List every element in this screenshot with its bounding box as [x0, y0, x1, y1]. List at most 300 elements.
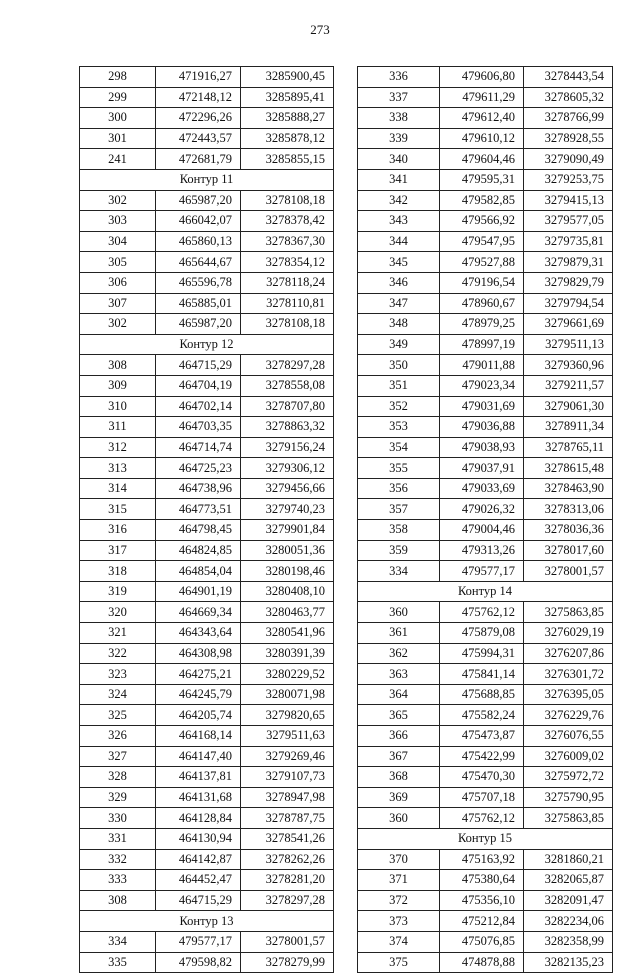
- table-row: [80, 643, 334, 664]
- point-number-cell: 314: [80, 478, 156, 499]
- point-number-cell: 342: [358, 190, 440, 211]
- point-number-cell: 360: [358, 602, 440, 623]
- table-row: [358, 952, 613, 973]
- point-number-cell: 364: [358, 684, 440, 705]
- table-row: [358, 396, 613, 417]
- table-row: [358, 149, 613, 170]
- y-coordinate-cell: 3278863,32: [241, 417, 334, 438]
- x-coordinate-cell: 479031,69: [440, 396, 524, 417]
- y-coordinate-cell: 3276301,72: [524, 664, 613, 685]
- y-coordinate-cell: 3280391,39: [241, 643, 334, 664]
- point-number-cell: 329: [80, 787, 156, 808]
- y-coordinate-cell: 3285895,41: [241, 87, 334, 108]
- x-coordinate-cell: 472148,12: [156, 87, 241, 108]
- point-number-cell: 309: [80, 375, 156, 396]
- point-number-cell: 333: [80, 870, 156, 891]
- point-number-cell: 307: [80, 293, 156, 314]
- y-coordinate-cell: 3282065,87: [524, 870, 613, 891]
- contour-label: Контур 13: [80, 911, 334, 932]
- point-number-cell: 346: [358, 272, 440, 293]
- table-row: [80, 355, 334, 376]
- y-coordinate-cell: 3278615,48: [524, 458, 613, 479]
- y-coordinate-cell: 3279901,84: [241, 520, 334, 541]
- point-number-cell: 367: [358, 746, 440, 767]
- x-coordinate-cell: 479313,26: [440, 540, 524, 561]
- x-coordinate-cell: 479547,95: [440, 231, 524, 252]
- contour-header-row: [80, 334, 334, 355]
- point-number-cell: 310: [80, 396, 156, 417]
- point-number-cell: 241: [80, 149, 156, 170]
- y-coordinate-cell: 3279415,13: [524, 190, 613, 211]
- contour-label: Контур 12: [80, 334, 334, 355]
- y-coordinate-cell: 3278001,57: [524, 561, 613, 582]
- y-coordinate-cell: 3278001,57: [241, 931, 334, 952]
- x-coordinate-cell: 464275,21: [156, 664, 241, 685]
- point-number-cell: 369: [358, 787, 440, 808]
- point-number-cell: 344: [358, 231, 440, 252]
- table-row: [358, 540, 613, 561]
- table-row: [80, 808, 334, 829]
- y-coordinate-cell: 3279456,66: [241, 478, 334, 499]
- y-coordinate-cell: 3278707,80: [241, 396, 334, 417]
- point-number-cell: 328: [80, 767, 156, 788]
- table-row: [80, 726, 334, 747]
- y-coordinate-cell: 3279269,46: [241, 746, 334, 767]
- y-coordinate-cell: 3279360,96: [524, 355, 613, 376]
- contour-label: Контур 15: [358, 828, 613, 849]
- point-number-cell: 343: [358, 211, 440, 232]
- y-coordinate-cell: 3278110,81: [241, 293, 334, 314]
- y-coordinate-cell: 3280229,52: [241, 664, 334, 685]
- y-coordinate-cell: 3278313,06: [524, 499, 613, 520]
- point-number-cell: 303: [80, 211, 156, 232]
- table-row: [80, 211, 334, 232]
- table-row: [80, 581, 334, 602]
- x-coordinate-cell: 479606,80: [440, 67, 524, 88]
- y-coordinate-cell: 3285888,27: [241, 108, 334, 129]
- point-number-cell: 359: [358, 540, 440, 561]
- point-number-cell: 300: [80, 108, 156, 129]
- x-coordinate-cell: 464137,81: [156, 767, 241, 788]
- y-coordinate-cell: 3278947,98: [241, 787, 334, 808]
- table-row: [80, 375, 334, 396]
- y-coordinate-cell: 3278262,26: [241, 849, 334, 870]
- y-coordinate-cell: 3278367,30: [241, 231, 334, 252]
- x-coordinate-cell: 479011,88: [440, 355, 524, 376]
- x-coordinate-cell: 479036,88: [440, 417, 524, 438]
- point-number-cell: 356: [358, 478, 440, 499]
- point-number-cell: 347: [358, 293, 440, 314]
- x-coordinate-cell: 479033,69: [440, 478, 524, 499]
- point-number-cell: 368: [358, 767, 440, 788]
- x-coordinate-cell: 479037,91: [440, 458, 524, 479]
- x-coordinate-cell: 472681,79: [156, 149, 241, 170]
- x-coordinate-cell: 475688,85: [440, 684, 524, 705]
- y-coordinate-cell: 3280071,98: [241, 684, 334, 705]
- table-row: [358, 561, 613, 582]
- x-coordinate-cell: 475879,08: [440, 623, 524, 644]
- table-row: [358, 520, 613, 541]
- table-row: [358, 726, 613, 747]
- table-row: [358, 211, 613, 232]
- y-coordinate-cell: 3279211,57: [524, 375, 613, 396]
- y-coordinate-cell: 3278928,55: [524, 128, 613, 149]
- y-coordinate-cell: 3279253,75: [524, 169, 613, 190]
- point-number-cell: 350: [358, 355, 440, 376]
- y-coordinate-cell: 3280541,96: [241, 623, 334, 644]
- contour-label: Контур 14: [358, 581, 613, 602]
- x-coordinate-cell: 464343,64: [156, 623, 241, 644]
- x-coordinate-cell: 472296,26: [156, 108, 241, 129]
- table-row: [358, 252, 613, 273]
- x-coordinate-cell: 464738,96: [156, 478, 241, 499]
- point-number-cell: 345: [358, 252, 440, 273]
- table-row: [358, 355, 613, 376]
- y-coordinate-cell: 3281860,21: [524, 849, 613, 870]
- table-row: [80, 684, 334, 705]
- x-coordinate-cell: 479611,29: [440, 87, 524, 108]
- x-coordinate-cell: 465987,20: [156, 190, 241, 211]
- point-number-cell: 326: [80, 726, 156, 747]
- x-coordinate-cell: 464168,14: [156, 726, 241, 747]
- x-coordinate-cell: 475841,14: [440, 664, 524, 685]
- y-coordinate-cell: 3275790,95: [524, 787, 613, 808]
- x-coordinate-cell: 479612,40: [440, 108, 524, 129]
- point-number-cell: 357: [358, 499, 440, 520]
- point-number-cell: 325: [80, 705, 156, 726]
- y-coordinate-cell: 3279156,24: [241, 437, 334, 458]
- point-number-cell: 362: [358, 643, 440, 664]
- y-coordinate-cell: 3278541,26: [241, 828, 334, 849]
- page-number: 273: [310, 22, 330, 37]
- table-row: [80, 787, 334, 808]
- x-coordinate-cell: 475212,84: [440, 911, 524, 932]
- x-coordinate-cell: 479026,32: [440, 499, 524, 520]
- coordinates-table-right: [357, 66, 613, 973]
- x-coordinate-cell: 479196,54: [440, 272, 524, 293]
- x-coordinate-cell: 464703,35: [156, 417, 241, 438]
- x-coordinate-cell: 472443,57: [156, 128, 241, 149]
- x-coordinate-cell: 479023,34: [440, 375, 524, 396]
- y-coordinate-cell: 3280198,46: [241, 561, 334, 582]
- x-coordinate-cell: 465596,78: [156, 272, 241, 293]
- y-coordinate-cell: 3279794,54: [524, 293, 613, 314]
- table-row: [80, 931, 334, 952]
- y-coordinate-cell: 3279735,81: [524, 231, 613, 252]
- contour-header-row: [358, 581, 613, 602]
- table-row: [358, 437, 613, 458]
- x-coordinate-cell: 464715,29: [156, 890, 241, 911]
- x-coordinate-cell: 464798,45: [156, 520, 241, 541]
- table-row: [80, 293, 334, 314]
- table-row: [358, 169, 613, 190]
- table-row: [80, 437, 334, 458]
- point-number-cell: 313: [80, 458, 156, 479]
- point-number-cell: 316: [80, 520, 156, 541]
- y-coordinate-cell: 3278765,11: [524, 437, 613, 458]
- table-row: [358, 67, 613, 88]
- y-coordinate-cell: 3278378,42: [241, 211, 334, 232]
- table-row: [80, 623, 334, 644]
- table-row: [80, 870, 334, 891]
- x-coordinate-cell: 475762,12: [440, 602, 524, 623]
- x-coordinate-cell: 478979,25: [440, 314, 524, 335]
- y-coordinate-cell: 3282358,99: [524, 931, 613, 952]
- y-coordinate-cell: 3278118,24: [241, 272, 334, 293]
- table-row: [358, 602, 613, 623]
- x-coordinate-cell: 475356,10: [440, 890, 524, 911]
- coordinates-table-left: [79, 66, 334, 973]
- point-number-cell: 324: [80, 684, 156, 705]
- table-row: [80, 149, 334, 170]
- point-number-cell: 315: [80, 499, 156, 520]
- x-coordinate-cell: 464669,34: [156, 602, 241, 623]
- table-row: [80, 231, 334, 252]
- table-row: [358, 643, 613, 664]
- table-row: [80, 828, 334, 849]
- y-coordinate-cell: 3282091,47: [524, 890, 613, 911]
- table-row: [80, 849, 334, 870]
- x-coordinate-cell: 464714,74: [156, 437, 241, 458]
- y-coordinate-cell: 3276076,55: [524, 726, 613, 747]
- y-coordinate-cell: 3276207,86: [524, 643, 613, 664]
- point-number-cell: 298: [80, 67, 156, 88]
- table-row: [358, 911, 613, 932]
- table-row: [80, 272, 334, 293]
- table-row: [80, 540, 334, 561]
- x-coordinate-cell: 465644,67: [156, 252, 241, 273]
- x-coordinate-cell: 464452,47: [156, 870, 241, 891]
- x-coordinate-cell: 475582,24: [440, 705, 524, 726]
- x-coordinate-cell: 464901,19: [156, 581, 241, 602]
- point-number-cell: 336: [358, 67, 440, 88]
- contour-header-row: [80, 911, 334, 932]
- table-row: [358, 108, 613, 129]
- point-number-cell: 358: [358, 520, 440, 541]
- x-coordinate-cell: 475470,30: [440, 767, 524, 788]
- x-coordinate-cell: 479598,82: [156, 952, 241, 973]
- table-row: [80, 746, 334, 767]
- table-row: [80, 252, 334, 273]
- table-row: [358, 664, 613, 685]
- y-coordinate-cell: 3279107,73: [241, 767, 334, 788]
- point-number-cell: 353: [358, 417, 440, 438]
- x-coordinate-cell: 464245,79: [156, 684, 241, 705]
- y-coordinate-cell: 3279511,63: [241, 726, 334, 747]
- point-number-cell: 351: [358, 375, 440, 396]
- x-coordinate-cell: 464142,87: [156, 849, 241, 870]
- point-number-cell: 308: [80, 890, 156, 911]
- y-coordinate-cell: 3279511,13: [524, 334, 613, 355]
- x-coordinate-cell: 464854,04: [156, 561, 241, 582]
- table-row: [358, 87, 613, 108]
- y-coordinate-cell: 3279061,30: [524, 396, 613, 417]
- table-row: [358, 334, 613, 355]
- y-coordinate-cell: 3279879,31: [524, 252, 613, 273]
- point-number-cell: 374: [358, 931, 440, 952]
- x-coordinate-cell: 479577,17: [156, 931, 241, 952]
- contour-label: Контур 11: [80, 169, 334, 190]
- x-coordinate-cell: 475473,87: [440, 726, 524, 747]
- contour-header-row: [358, 828, 613, 849]
- x-coordinate-cell: 464702,14: [156, 396, 241, 417]
- table-row: [358, 808, 613, 829]
- x-coordinate-cell: 465987,20: [156, 314, 241, 335]
- point-number-cell: 330: [80, 808, 156, 829]
- point-number-cell: 370: [358, 849, 440, 870]
- table-row: [358, 787, 613, 808]
- y-coordinate-cell: 3276009,02: [524, 746, 613, 767]
- table-row: [358, 849, 613, 870]
- x-coordinate-cell: 479566,92: [440, 211, 524, 232]
- table-row: [80, 478, 334, 499]
- y-coordinate-cell: 3279740,23: [241, 499, 334, 520]
- y-coordinate-cell: 3280463,77: [241, 602, 334, 623]
- table-row: [80, 396, 334, 417]
- x-coordinate-cell: 475994,31: [440, 643, 524, 664]
- y-coordinate-cell: 3278108,18: [241, 314, 334, 335]
- point-number-cell: 334: [358, 561, 440, 582]
- x-coordinate-cell: 479038,93: [440, 437, 524, 458]
- y-coordinate-cell: 3279090,49: [524, 149, 613, 170]
- point-number-cell: 338: [358, 108, 440, 129]
- table-row: [80, 417, 334, 438]
- point-number-cell: 302: [80, 314, 156, 335]
- x-coordinate-cell: 475422,99: [440, 746, 524, 767]
- table-row: [80, 87, 334, 108]
- point-number-cell: 302: [80, 190, 156, 211]
- point-number-cell: 299: [80, 87, 156, 108]
- point-number-cell: 320: [80, 602, 156, 623]
- y-coordinate-cell: 3278558,08: [241, 375, 334, 396]
- y-coordinate-cell: 3279820,65: [241, 705, 334, 726]
- x-coordinate-cell: 479004,46: [440, 520, 524, 541]
- point-number-cell: 321: [80, 623, 156, 644]
- x-coordinate-cell: 471916,27: [156, 67, 241, 88]
- table-row: [80, 314, 334, 335]
- x-coordinate-cell: 475762,12: [440, 808, 524, 829]
- table-row: [80, 128, 334, 149]
- table-row: [358, 375, 613, 396]
- y-coordinate-cell: 3278766,99: [524, 108, 613, 129]
- x-coordinate-cell: 464131,68: [156, 787, 241, 808]
- x-coordinate-cell: 464130,94: [156, 828, 241, 849]
- x-coordinate-cell: 475076,85: [440, 931, 524, 952]
- table-row: [358, 190, 613, 211]
- table-row: [80, 705, 334, 726]
- point-number-cell: 354: [358, 437, 440, 458]
- x-coordinate-cell: 466042,07: [156, 211, 241, 232]
- y-coordinate-cell: 3280408,10: [241, 581, 334, 602]
- point-number-cell: 348: [358, 314, 440, 335]
- y-coordinate-cell: 3276395,05: [524, 684, 613, 705]
- point-number-cell: 375: [358, 952, 440, 973]
- table-row: [80, 458, 334, 479]
- x-coordinate-cell: 464205,74: [156, 705, 241, 726]
- point-number-cell: 331: [80, 828, 156, 849]
- y-coordinate-cell: 3278443,54: [524, 67, 613, 88]
- point-number-cell: 355: [358, 458, 440, 479]
- table-row: [358, 767, 613, 788]
- table-row: [358, 128, 613, 149]
- x-coordinate-cell: 464308,98: [156, 643, 241, 664]
- y-coordinate-cell: 3276029,19: [524, 623, 613, 644]
- y-coordinate-cell: 3282135,23: [524, 952, 613, 973]
- point-number-cell: 360: [358, 808, 440, 829]
- x-coordinate-cell: 479610,12: [440, 128, 524, 149]
- y-coordinate-cell: 3275972,72: [524, 767, 613, 788]
- x-coordinate-cell: 475380,64: [440, 870, 524, 891]
- y-coordinate-cell: 3282234,06: [524, 911, 613, 932]
- x-coordinate-cell: 465885,01: [156, 293, 241, 314]
- y-coordinate-cell: 3279829,79: [524, 272, 613, 293]
- x-coordinate-cell: 478960,67: [440, 293, 524, 314]
- table-row: [358, 458, 613, 479]
- point-number-cell: 304: [80, 231, 156, 252]
- y-coordinate-cell: 3275863,85: [524, 808, 613, 829]
- y-coordinate-cell: 3279661,69: [524, 314, 613, 335]
- y-coordinate-cell: 3280051,36: [241, 540, 334, 561]
- point-number-cell: 372: [358, 890, 440, 911]
- y-coordinate-cell: 3278297,28: [241, 890, 334, 911]
- table-row: [80, 67, 334, 88]
- x-coordinate-cell: 479582,85: [440, 190, 524, 211]
- point-number-cell: 327: [80, 746, 156, 767]
- table-row: [358, 417, 613, 438]
- point-number-cell: 319: [80, 581, 156, 602]
- x-coordinate-cell: 479577,17: [440, 561, 524, 582]
- x-coordinate-cell: 464715,29: [156, 355, 241, 376]
- table-row: [80, 561, 334, 582]
- x-coordinate-cell: 464147,40: [156, 746, 241, 767]
- table-row: [80, 190, 334, 211]
- x-coordinate-cell: 475163,92: [440, 849, 524, 870]
- table-row: [358, 931, 613, 952]
- point-number-cell: 365: [358, 705, 440, 726]
- point-number-cell: 306: [80, 272, 156, 293]
- y-coordinate-cell: 3278281,20: [241, 870, 334, 891]
- point-number-cell: 352: [358, 396, 440, 417]
- y-coordinate-cell: 3285878,12: [241, 128, 334, 149]
- point-number-cell: 361: [358, 623, 440, 644]
- table-row: [358, 499, 613, 520]
- point-number-cell: 366: [358, 726, 440, 747]
- x-coordinate-cell: 478997,19: [440, 334, 524, 355]
- x-coordinate-cell: 465860,13: [156, 231, 241, 252]
- x-coordinate-cell: 464773,51: [156, 499, 241, 520]
- point-number-cell: 305: [80, 252, 156, 273]
- y-coordinate-cell: 3278017,60: [524, 540, 613, 561]
- point-number-cell: 317: [80, 540, 156, 561]
- x-coordinate-cell: 479604,46: [440, 149, 524, 170]
- y-coordinate-cell: 3279306,12: [241, 458, 334, 479]
- table-row: [80, 108, 334, 129]
- point-number-cell: 371: [358, 870, 440, 891]
- point-number-cell: 322: [80, 643, 156, 664]
- point-number-cell: 349: [358, 334, 440, 355]
- table-row: [80, 499, 334, 520]
- contour-header-row: [80, 169, 334, 190]
- table-row: [358, 231, 613, 252]
- point-number-cell: 318: [80, 561, 156, 582]
- y-coordinate-cell: 3285855,15: [241, 149, 334, 170]
- table-row: [358, 272, 613, 293]
- point-number-cell: 363: [358, 664, 440, 685]
- x-coordinate-cell: 464824,85: [156, 540, 241, 561]
- x-coordinate-cell: 464704,19: [156, 375, 241, 396]
- y-coordinate-cell: 3279577,05: [524, 211, 613, 232]
- x-coordinate-cell: 475707,18: [440, 787, 524, 808]
